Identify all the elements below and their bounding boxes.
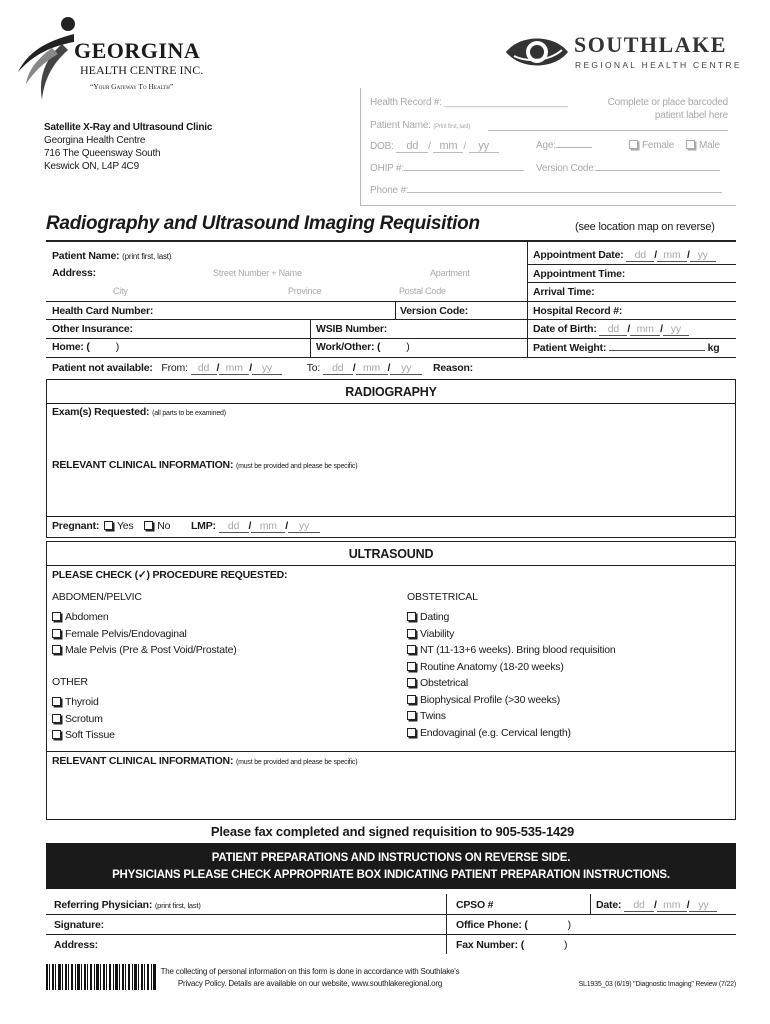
physician-date-field[interactable]: Date: dd / mm / yy [596, 899, 717, 912]
appt-mm: mm [657, 249, 687, 262]
abdomen-pelvic-heading: ABDOMEN/PELVIC [52, 591, 142, 603]
dob-label: Date of Birth: [533, 323, 597, 335]
us-nt-label: NT (11-13+6 weeks). Bring blood requisition [420, 644, 616, 656]
label-phone-field[interactable] [370, 185, 722, 196]
southlake-name: SOUTHLAKE [574, 32, 727, 57]
male-checkbox[interactable] [686, 140, 720, 151]
location-note: (see location map on reverse) [575, 221, 715, 233]
patient-not-available-row[interactable]: Patient not available: From: dd / mm / yy To: dd / mm / yy Reason: [52, 362, 473, 374]
georgina-logo [12, 14, 232, 94]
us-routine-anatomy-checkbox[interactable] [407, 659, 616, 676]
clinic-line-1: Georgina Health Centre [44, 135, 146, 146]
us-twins-label: Twins [420, 710, 446, 722]
label-dob-label: DOB: [370, 141, 394, 152]
pregnant-no-checkbox[interactable] [144, 520, 170, 532]
us-biophysical-checkbox[interactable] [407, 692, 616, 709]
left-procedure-list [52, 609, 237, 659]
to-mm: mm [356, 362, 388, 375]
label-version-code-label: Version Code: [536, 163, 597, 174]
clinic-title: Satellite X-Ray and Ultrasound Clinic [44, 122, 213, 133]
ultrasound-title: ULTRASOUND [348, 547, 434, 561]
date-of-birth-field[interactable]: Date of Birth: dd / mm / yy [533, 323, 689, 336]
southlake-eye-icon [504, 32, 570, 72]
us-twins-checkbox[interactable] [407, 708, 616, 725]
us-female-pelvis-label: Female Pelvis/Endovaginal [65, 627, 187, 640]
label-patient-name-hint: (Print first, last) [433, 124, 470, 130]
obstetrical-procedure-list [407, 609, 616, 741]
signature-field[interactable]: Signature: [54, 919, 104, 931]
obstetrical-heading: OBSTETRICAL [407, 591, 478, 603]
dob-mm: mm [630, 323, 660, 336]
referring-hint: (print first, last) [154, 901, 201, 910]
patient-weight-field[interactable] [533, 342, 720, 354]
us-abdomen-label: Abdomen [65, 611, 109, 623]
label-dob-mm: mm [433, 140, 463, 153]
pregnant-no-label: No [157, 520, 171, 532]
us-obstetrical-checkbox[interactable] [407, 675, 616, 692]
to-yy: yy [390, 362, 422, 375]
physician-date-label: Date: [596, 899, 622, 911]
us-soft-tissue-label: Soft Tissue [65, 729, 115, 741]
female-checkbox[interactable] [629, 140, 674, 151]
other-procedure-list [52, 694, 115, 744]
dob-yy: yy [663, 323, 689, 336]
male-label: Male [699, 140, 720, 151]
label-age-label: Age: [536, 140, 556, 151]
us-dating-label: Dating [420, 611, 450, 623]
label-dob-yy: yy [469, 140, 499, 153]
office-phone-label: Office Phone: ( [456, 919, 528, 931]
us-soft-tissue-checkbox[interactable] [52, 727, 115, 744]
exams-hint: (all parts to be examined) [152, 410, 226, 417]
to-label: To: [306, 362, 321, 374]
to-dd: dd [323, 362, 353, 375]
label-dob-field[interactable]: DOB: dd / mm / yy [370, 140, 499, 153]
fax-instruction: Please fax completed and signed requisition to 905-535-1429 [210, 824, 575, 839]
fax-number-field[interactable] [456, 939, 567, 951]
banner-line-1: PATIENT PREPARATIONS AND INSTRUCTIONS ON REVERSE SIDE. [211, 852, 571, 864]
phys-mm: mm [657, 899, 687, 912]
clinic-line-3: Keswick ON, L4P 4C9 [44, 161, 139, 172]
privacy-line-1: The collecting of personal information on this form is done in accordance with Southlake's [160, 967, 460, 976]
phys-dd: dd [624, 899, 654, 912]
apartment-hint: Apartment [430, 268, 470, 278]
us-viability-checkbox[interactable] [407, 626, 616, 643]
us-endovaginal-checkbox[interactable] [407, 725, 616, 742]
fax-close: ) [564, 939, 568, 951]
health-record-field[interactable]: Health Record #: _______________________ [370, 97, 568, 108]
us-thyroid-label: Thyroid [65, 696, 99, 708]
from-yy: yy [252, 362, 282, 375]
reason-label: Reason: [432, 362, 473, 374]
us-routine-anatomy-label: Routine Anatomy (18-20 weeks) [420, 660, 564, 673]
us-scrotum-checkbox[interactable] [52, 711, 115, 728]
patient-name-field[interactable] [52, 250, 171, 262]
lmp-yy: yy [288, 520, 320, 533]
banner-line-2: PHYSICIANS PLEASE CHECK APPROPRIATE BOX INDICATING PATIENT PREPARATION INSTRUCTIONS. [112, 869, 670, 881]
pregnant-yes-label: Yes [116, 520, 134, 532]
other-insurance-field[interactable]: Other Insurance: [52, 323, 133, 335]
radiography-section [46, 379, 736, 538]
home-phone-close: ) [115, 341, 119, 353]
patient-label-box [360, 88, 736, 206]
clinic-line-2: 716 The Queensway South [44, 148, 161, 159]
appointment-date-field[interactable]: Appointment Date: dd / mm / yy [533, 249, 716, 262]
from-mm: mm [219, 362, 249, 375]
georgina-sub: HEALTH CENTRE INC. [80, 63, 204, 77]
southlake-sub: REGIONAL HEALTH CENTRE [575, 60, 742, 70]
physician-section [46, 894, 736, 957]
us-scrotum-label: Scrotum [65, 712, 103, 725]
arrival-time-field[interactable]: Arrival Time: [533, 286, 595, 298]
us-male-pelvis-label: Male Pelvis (Pre & Post Void/Prostate) [65, 644, 237, 656]
home-phone-label: Home: ( [52, 341, 90, 353]
work-phone-close: ) [406, 341, 410, 353]
street-hint: Street Number + Name [213, 268, 302, 278]
radiography-title: RADIOGRAPHY [345, 385, 437, 399]
label-ohip-field[interactable] [370, 163, 524, 174]
home-phone-field[interactable] [52, 341, 119, 353]
check-procedure-label: PLEASE CHECK (✓) PROCEDURE REQUESTED: [52, 569, 288, 581]
appt-dd: dd [626, 249, 654, 262]
pregnant-yes-checkbox[interactable] [104, 520, 134, 532]
referring-physician-field[interactable] [54, 899, 201, 911]
exams-requested-field[interactable] [52, 406, 226, 418]
work-phone-field[interactable] [316, 341, 410, 353]
version-code-field[interactable]: Version Code: [400, 305, 468, 317]
georgina-tagline: “Your Gateway To Health” [90, 82, 174, 91]
us-dating-checkbox[interactable] [407, 609, 616, 626]
barcode-note-2: patient label here [654, 110, 728, 121]
radiography-clinical-info-field[interactable] [52, 459, 357, 471]
barcode-note-1: Complete or place barcoded [607, 97, 728, 108]
office-phone-field[interactable] [456, 919, 571, 931]
referring-label: Referring Physician: [54, 899, 153, 911]
hospital-record-field[interactable]: Hospital Record #: [533, 305, 623, 317]
cpso-field[interactable]: CPSO # [456, 899, 494, 911]
instructions-banner [46, 843, 736, 889]
label-version-code-field[interactable] [536, 163, 720, 174]
office-phone-close: ) [567, 919, 571, 931]
georgina-name: GEORGINA [74, 38, 201, 63]
health-card-field[interactable]: Health Card Number: [52, 305, 154, 317]
dob-dd: dd [599, 323, 627, 336]
appointment-time-field[interactable]: Appointment Time: [533, 268, 626, 280]
privacy-notice [160, 966, 460, 990]
label-age-field[interactable] [536, 140, 592, 151]
us-thyroid-checkbox[interactable] [52, 694, 115, 711]
fax-label: Fax Number: ( [456, 939, 524, 951]
lmp-mm: mm [251, 520, 285, 533]
from-dd: dd [191, 362, 217, 375]
radiography-clinical-hint: (must be provided and please be specific) [235, 463, 358, 470]
label-phone-label: Phone #: [370, 185, 409, 196]
patient-name-hint: (print first, last) [122, 252, 172, 261]
ultrasound-section [46, 541, 736, 820]
lmp-dd: dd [219, 520, 249, 533]
postal-hint: Postal Code [399, 286, 446, 296]
city-hint: City [113, 286, 128, 296]
ultrasound-clinical-hint: (must be provided and please be specific) [235, 759, 358, 766]
work-phone-label: Work/Other: ( [316, 341, 381, 353]
other-heading: OTHER [52, 676, 88, 688]
clinic-address [44, 121, 212, 173]
us-abdomen-checkbox[interactable] [52, 609, 237, 626]
address-field[interactable]: Address: [52, 267, 96, 279]
us-male-pelvis-checkbox[interactable] [52, 642, 237, 659]
patient-name-label: Patient Name: [52, 250, 120, 262]
physician-address-field[interactable]: Address: [54, 939, 98, 951]
us-female-pelvis-checkbox[interactable] [52, 626, 237, 643]
appointment-date-label: Appointment Date: [533, 249, 624, 261]
us-endovaginal-label: Endovaginal (e.g. Cervical length) [420, 726, 571, 739]
label-patient-name-label: Patient Name: [370, 120, 431, 131]
barcode-icon [46, 964, 156, 990]
ultrasound-clinical-label: RELEVANT CLINICAL INFORMATION: [52, 755, 234, 767]
lmp-label: LMP: [190, 520, 216, 532]
label-dob-dd: dd [396, 140, 428, 153]
pregnant-row [52, 520, 320, 533]
exams-label: Exam(s) Requested: [52, 406, 150, 418]
from-label: From: [161, 362, 188, 374]
weight-unit: kg [707, 342, 720, 354]
form-title: Radiography and Ultrasound Imaging Requisition [46, 213, 480, 234]
us-viability-label: Viability [420, 627, 455, 640]
radiography-clinical-label: RELEVANT CLINICAL INFORMATION: [52, 459, 234, 471]
label-patient-name-field[interactable] [370, 120, 728, 131]
lmp-date-field[interactable]: dd / mm / yy [219, 520, 320, 532]
southlake-logo [504, 28, 744, 78]
us-biophysical-label: Biophysical Profile (>30 weeks) [420, 693, 560, 706]
pregnant-label: Pregnant: [52, 520, 100, 532]
us-obstetrical-label: Obstetrical [420, 677, 468, 689]
label-ohip-label: OHIP #: [370, 163, 404, 174]
appt-yy: yy [690, 249, 716, 262]
wsib-field[interactable]: WSIB Number: [316, 323, 388, 335]
province-hint: Province [288, 286, 322, 296]
weight-label: Patient Weight: [533, 342, 607, 354]
phys-yy: yy [689, 899, 717, 912]
form-code: SL1935_03 (6/19) "Diagnostic Imaging" Review (7/22) [578, 981, 736, 988]
privacy-line-2: Privacy Policy. Details are available on our website, www.southlakeregional.org [177, 979, 443, 988]
not-available-label: Patient not available: [52, 362, 153, 374]
female-label: Female [642, 140, 675, 151]
ultrasound-clinical-info-field[interactable] [52, 755, 357, 767]
us-nt-checkbox[interactable] [407, 642, 616, 659]
